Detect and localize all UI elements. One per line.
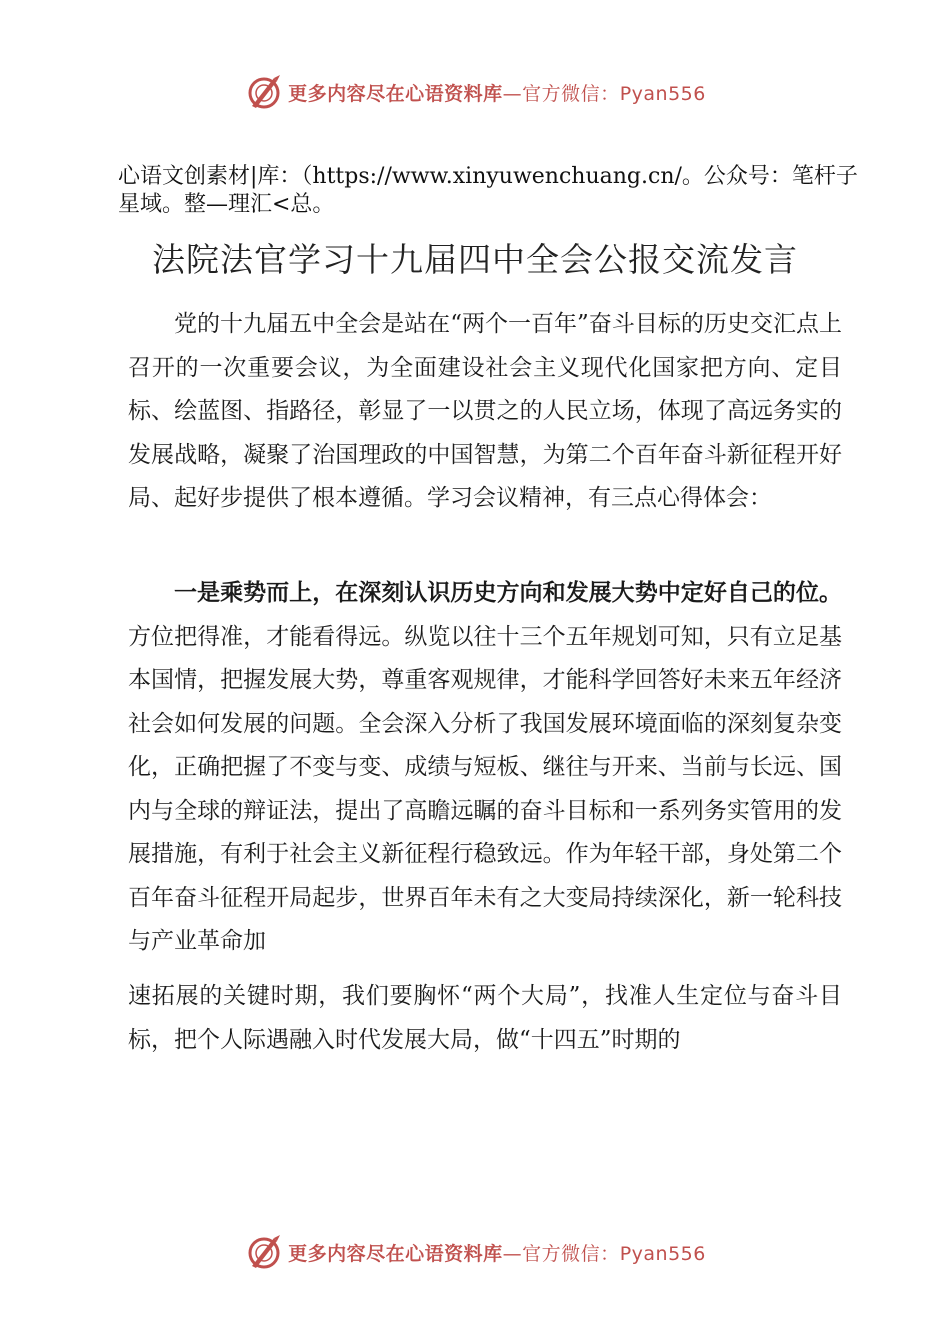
paragraph-point-one-lead: 一是乘势而上，在深刻认识历史方向和发展大势中定好自己的位。 (174, 580, 842, 606)
watermark-text (288, 79, 706, 106)
watermark-main: 更多内容尽在心语资料库 (288, 82, 503, 105)
watermark-tail: 官方微信： (522, 82, 620, 105)
watermark-main: 更多内容尽在心语资料库 (288, 1242, 503, 1265)
document-title: 法院法官学习十九届四中全会公报交流发言 (152, 240, 798, 279)
paragraph-point-one-body: 方位把得准，才能看得远。纵览以往十三个五年规划可知，只有立足基本国情，把握发展大势，尊重客观规律，才能科学回答好未来五年经济社会如何发展的问题。全会深入分析了我国发展环境面临的深刻复杂变化，正确把握了不变与变、成绩与短板、继往与开来、当前与长远、国内与全球的辩证法，提出了高瞻远瞩的奋斗目标和一系列务实管用的发展措施，有利于社会主义新征程行稳致远。作为年轻干部，身处第二个百年奋斗征程开局起步，世界百年未有之大变局持续深化，新一轮科技与产业革命加 (128, 623, 842, 954)
watermark-tail: 官方微信： (522, 1242, 620, 1265)
footer-watermark-banner (0, 1230, 950, 1274)
paragraph-continuation: 速拓展的关键时期，我们要胸怀“两个大局”，找准人生定位与奋斗目标，把个人际遇融入时代发展大局，做“十四五”时期的 (128, 983, 842, 1053)
paragraph-point-one (128, 572, 842, 964)
watermark-separator: — (502, 82, 523, 105)
source-line: 心语文创素材|库：（https://www.xinyuwenchuang.cn/。公众号：笔杆子星域。整—理汇<总。 (118, 164, 858, 217)
watermark-wechat-id: Pyan556 (619, 1242, 706, 1265)
quill-seal-icon (244, 72, 284, 112)
watermark-wechat-id: Pyan556 (619, 82, 706, 105)
watermark-text (288, 1239, 706, 1266)
quill-seal-icon (244, 1232, 284, 1272)
watermark-separator: — (502, 1242, 523, 1265)
paragraph-intro: 党的十九届五中全会是站在“两个一百年”奋斗目标的历史交汇点上召开的一次重要会议，为全面建设社会主义现代化国家把方向、定目标、绘蓝图、指路径，彰显了一以贯之的人民立场，体现了高远务实的发展战略，凝聚了治国理政的中国智慧，为第二个百年奋斗新征程开好局、起好步提供了根本遵循。学习会议精神，有三点心得体会： (128, 311, 842, 511)
header-watermark-banner (0, 70, 950, 114)
